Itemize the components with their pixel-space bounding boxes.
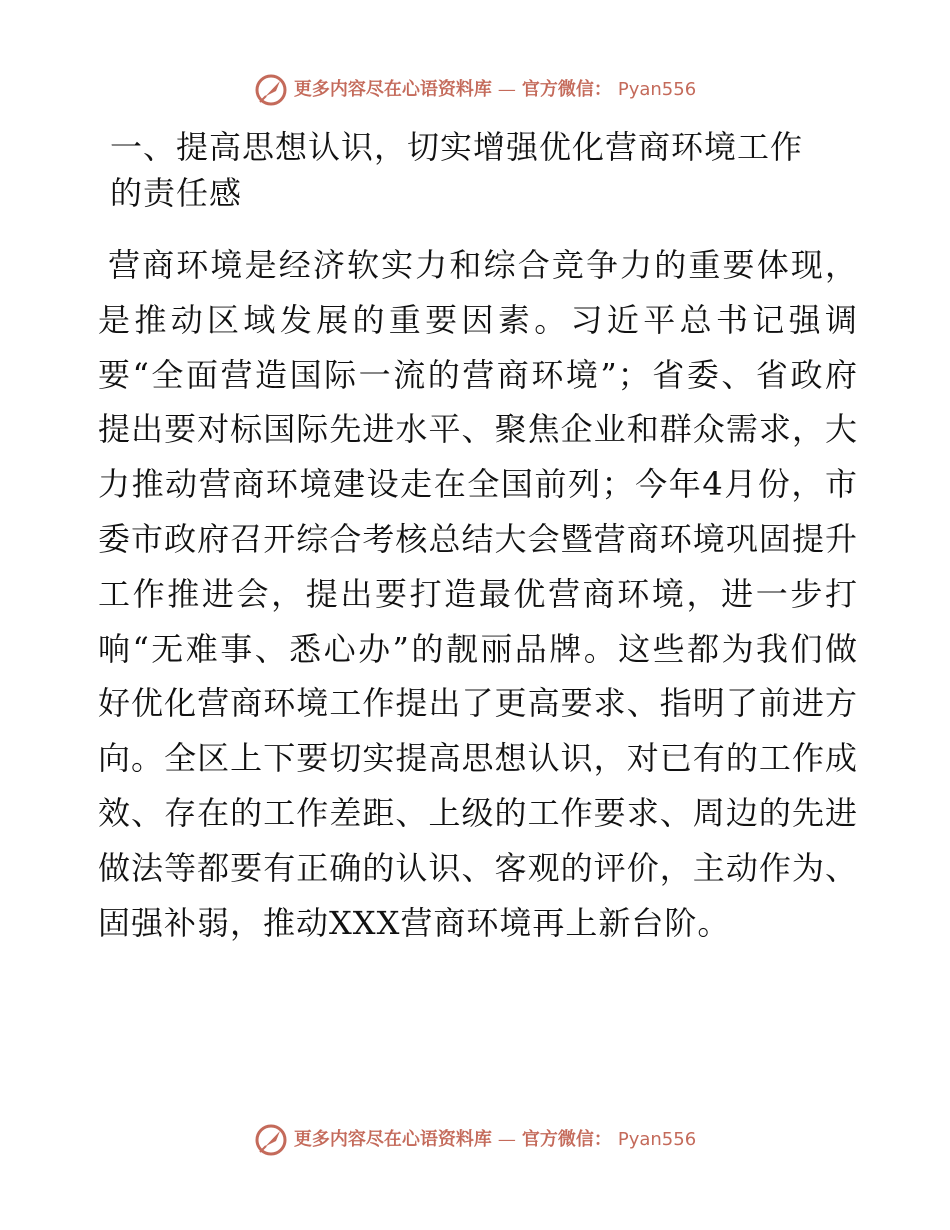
footer-watermark — [0, 1120, 950, 1160]
watermark-wechat-label: 官方微信： — [521, 1129, 612, 1150]
watermark-wechat-label: 官方微信： — [521, 79, 612, 100]
watermark-separator: — — [497, 1129, 516, 1150]
feather-pen-icon — [254, 1123, 288, 1157]
feather-pen-icon — [254, 73, 288, 107]
watermark-wechat-id: Pyan556 — [617, 1129, 697, 1150]
header-watermark — [0, 70, 950, 110]
watermark-separator: — — [497, 79, 516, 100]
section-heading — [98, 124, 858, 216]
section-heading-line2: 的责任感 — [110, 174, 243, 212]
watermark-main-text: 更多内容尽在心语资料库 — [293, 1129, 492, 1150]
watermark-wechat-id: Pyan556 — [617, 79, 697, 100]
document-body — [98, 124, 858, 950]
section-heading-line1: 一、提高思想认识，切实增强优化营商环境工作 — [110, 128, 804, 166]
watermark-main-text: 更多内容尽在心语资料库 — [293, 79, 492, 100]
body-paragraph: 营商环境是经济软实力和综合竞争力的重要体现，是推动区域发展的重要因素。习近平总书记强调要“全面营造国际一流的营商环境”；省委、省政府提出要对标国际先进水平、聚焦企业和群众需求，大力推动营商环境建设走在全国前列；今年4月份，市委市政府召开综合考核总结大会暨营商环境巩固提升工作推进会，提出要打造最优营商环境，进一步打响“无难事、悉心办”的靓丽品牌。这些都为我们做好优化营商环境工作提出了更高要求、指明了前进方向。全区上下要切实提高思想认识，对已有的工作成效、存在的工作差距、上级的工作要求、周边的先进做法等都要有正确的认识、客观的评价，主动作为、固强补弱，推动XXX营商环境再上新台阶。 — [98, 246, 858, 942]
